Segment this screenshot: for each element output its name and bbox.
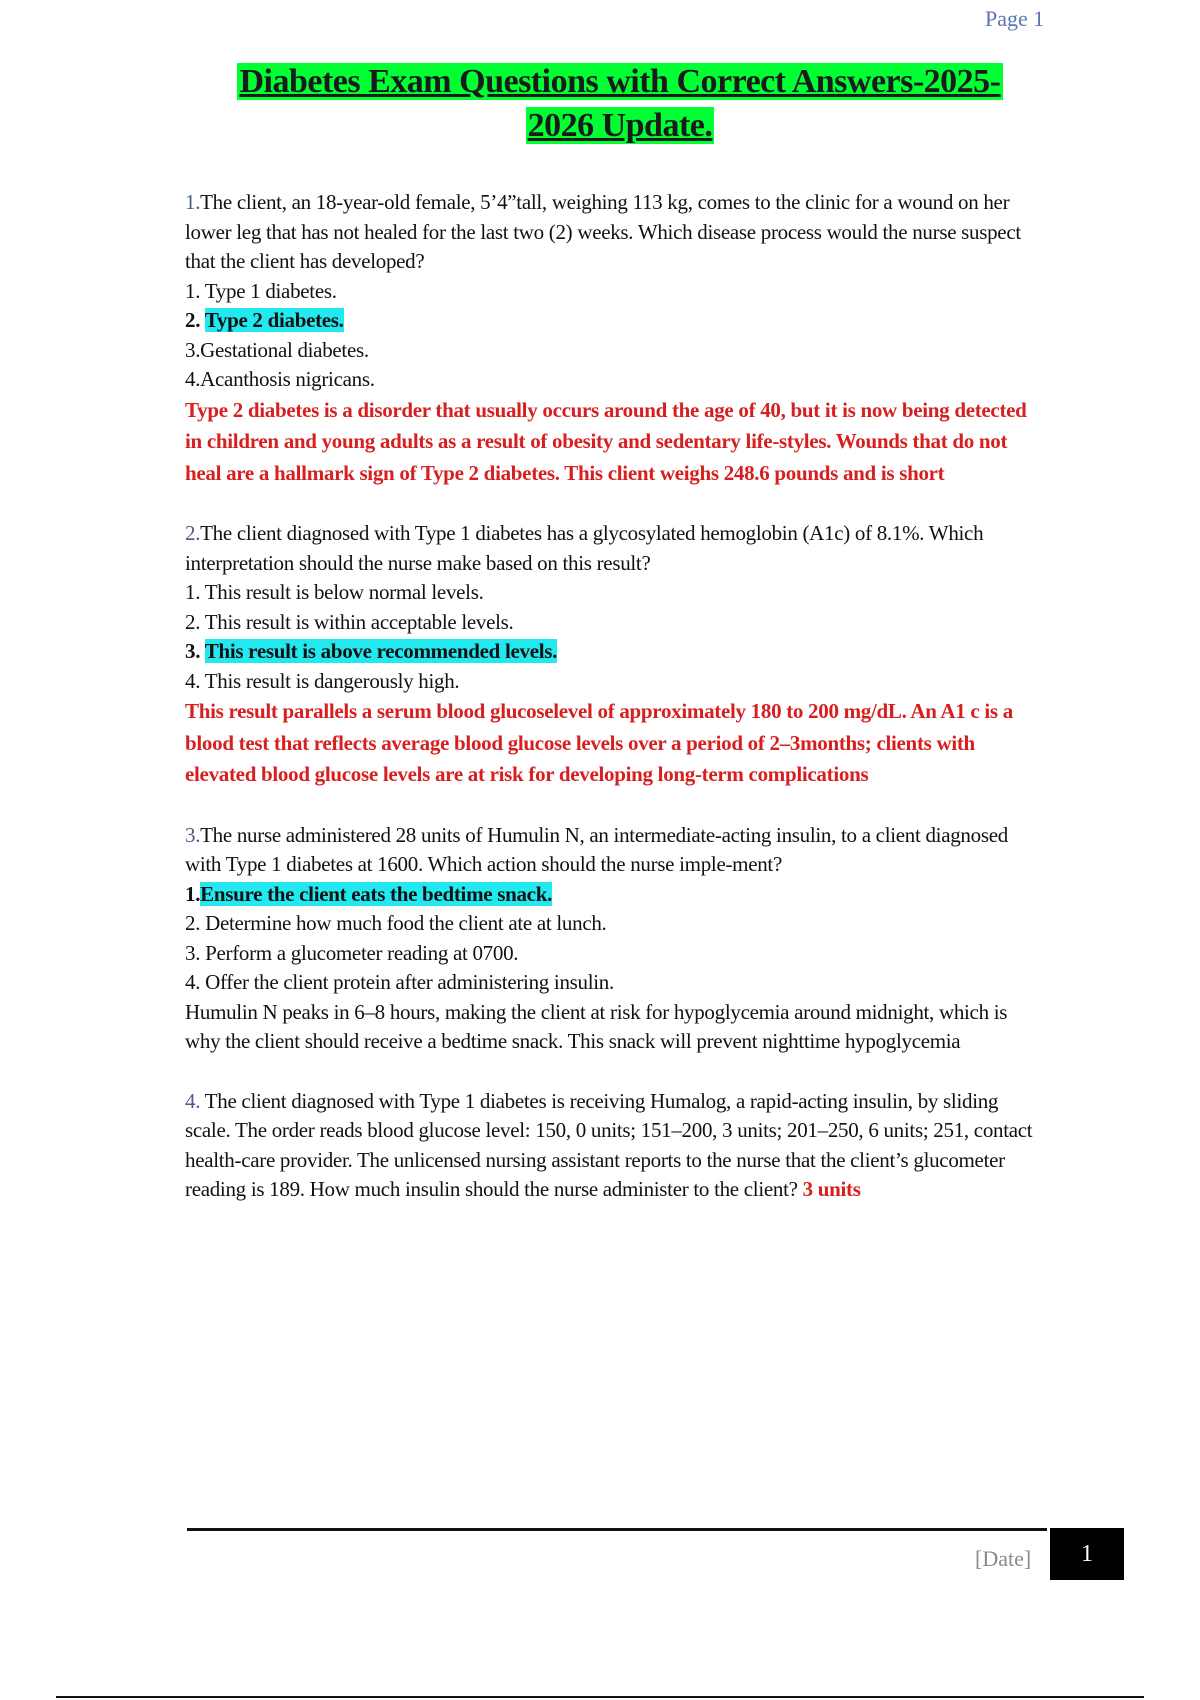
title-line-1: Diabetes Exam Questions with Correct Answers-2025- bbox=[239, 63, 1001, 100]
footer-date: [Date] bbox=[975, 1546, 1032, 1571]
rationale: Type 2 diabetes is a disorder that usually occurs around the age of 40, but it is now being detected in children and young adults as a result of obesity and sedentary life-styles. Wounds that do not heal are a hallmark sign of Type 2 diabetes. This client weighs 248.6 pounds and is short bbox=[185, 397, 1027, 485]
option: 2. Determine how much food the client ate at lunch. bbox=[185, 911, 607, 935]
correct-option: 2. Type 2 diabetes. bbox=[185, 308, 344, 332]
question-stem: 4. The client diagnosed with Type 1 diabetes is receiving Humalog, a rapid-acting insulin, by sliding scale. The order reads blood glucose level: 150, 0 units; 151–200, 3 units; 201–250, 6 units; 251, contact health-care provider. The unlicensed nursing assistant reports to the nurse that the client’s glucometer reading is 189. How much insulin should the nurse administer to the client? 3 units bbox=[185, 1088, 1033, 1201]
question-1 bbox=[185, 188, 1035, 489]
page-bottom-rule bbox=[56, 1696, 1144, 1698]
document-body bbox=[185, 188, 1035, 1235]
page-label: Page 1 bbox=[985, 6, 1045, 31]
option: 3.Gestational diabetes. bbox=[185, 337, 369, 362]
rationale: Humulin N peaks in 6–8 hours, making the client at risk for hypoglycemia around midnight, which is why the client should receive a bedtime snack. This snack will prevent nighttime hypoglycemia bbox=[185, 999, 1008, 1053]
correct-option: 1.Ensure the client eats the bedtime snack. bbox=[185, 881, 553, 906]
option: 4.Acanthosis nigricans. bbox=[185, 367, 375, 391]
question-stem: 2.The client diagnosed with Type 1 diabetes has a glycosylated hemoglobin (A1c) of 8.1%. Which interpretation should the nurse make based on this result? bbox=[185, 521, 984, 575]
option: 2. This result is within acceptable levels. bbox=[185, 609, 514, 634]
document-title bbox=[150, 60, 1090, 148]
title-line-2: 2026 Update. bbox=[527, 107, 713, 144]
option: 1. This result is below normal levels. bbox=[185, 580, 484, 604]
question-3 bbox=[185, 821, 1035, 1057]
answer: 3 units bbox=[802, 1177, 861, 1201]
correct-option: 3. This result is above recommended levels. bbox=[185, 639, 558, 663]
question-stem: 1.The client, an 18-year-old female, 5’4”tall, weighing 113 kg, comes to the clinic for a wound on her lower leg that has not healed for the last two (2) weeks. Which disease process would the nurse suspect that the client has developed? bbox=[185, 190, 1021, 273]
option: 4. This result is dangerously high. bbox=[185, 668, 460, 693]
question-2 bbox=[185, 519, 1035, 791]
question-stem: 3.The nurse administered 28 units of Humulin N, an intermediate-acting insulin, to a client diagnosed with Type 1 diabetes at 1600. Which action should the nurse imple-ment? bbox=[185, 822, 1008, 876]
footer-page-number: 1 bbox=[1050, 1528, 1124, 1580]
rationale: This result parallels a serum blood glucoselevel of approximately 180 to 200 mg/dL. An A1 c is a blood test that reflects average blood glucose levels over a period of 2–3months; clients with elevated blood glucose levels are at risk for developing long-term complications bbox=[185, 699, 1013, 786]
option: 1. Type 1 diabetes. bbox=[185, 278, 337, 303]
footer-rule bbox=[187, 1528, 1047, 1531]
question-4 bbox=[185, 1087, 1035, 1205]
option: 4. Offer the client protein after administering insulin. bbox=[185, 970, 614, 994]
option: 3. Perform a glucometer reading at 0700. bbox=[185, 940, 519, 965]
